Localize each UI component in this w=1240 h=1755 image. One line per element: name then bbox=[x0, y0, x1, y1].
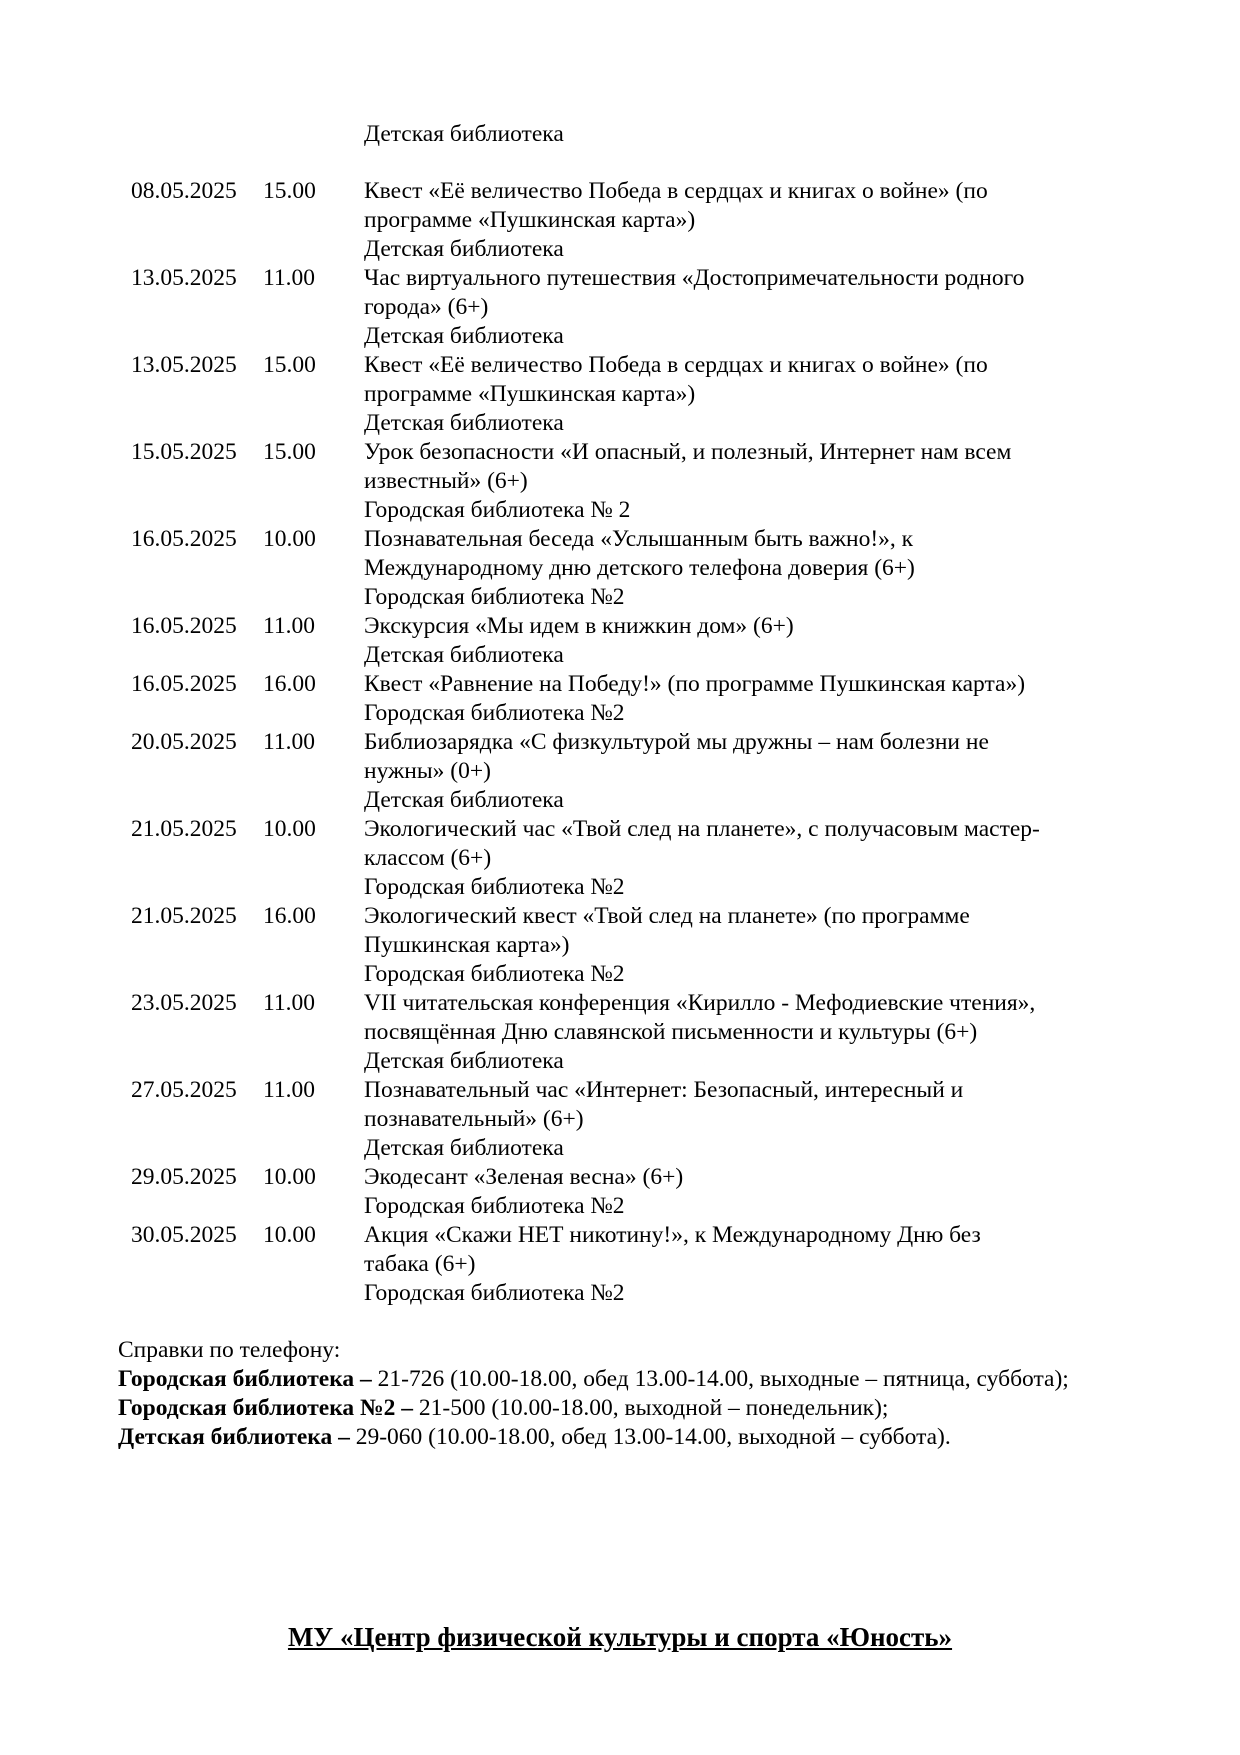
event-date: 21.05.2025 bbox=[131, 816, 237, 842]
contact-name: Городская библиотека – bbox=[118, 1366, 372, 1392]
event-title-line: Акция «Скажи НЕТ никотину!», к Международному Дню без bbox=[364, 1222, 981, 1248]
event-date: 29.05.2025 bbox=[131, 1164, 237, 1190]
event-date: 13.05.2025 bbox=[131, 352, 237, 378]
event-description bbox=[364, 177, 1121, 264]
event-list bbox=[131, 177, 1121, 1308]
event-date: 16.05.2025 bbox=[131, 671, 237, 697]
contact-name: Городская библиотека №2 – bbox=[118, 1395, 414, 1421]
event-venue: Детская библиотека bbox=[364, 1135, 564, 1161]
contact-details: 21-500 (10.00-18.00, выходной – понедельник); bbox=[413, 1395, 889, 1421]
event-date: 16.05.2025 bbox=[131, 526, 237, 552]
contact-details: 21-726 (10.00-18.00, обед 13.00-14.00, выходные – пятница, суббота); bbox=[371, 1366, 1069, 1392]
event-row bbox=[131, 351, 1121, 438]
event-time: 15.00 bbox=[263, 352, 316, 378]
event-title-line: табака (6+) bbox=[364, 1251, 476, 1277]
event-description bbox=[364, 902, 1121, 989]
event-venue: Городская библиотека №2 bbox=[364, 700, 625, 726]
event-row bbox=[131, 438, 1121, 525]
event-title-line: Экологический час «Твой след на планете», с получасовым мастер- bbox=[364, 816, 1040, 842]
event-venue: Детская библиотека bbox=[364, 787, 564, 813]
event-venue: Городская библиотека №2 bbox=[364, 1280, 625, 1306]
event-time: 11.00 bbox=[263, 990, 316, 1016]
event-date: 15.05.2025 bbox=[131, 439, 237, 465]
event-description bbox=[364, 815, 1121, 902]
event-title-line: Квест «Её величество Победа в сердцах и книгах о войне» (по bbox=[364, 352, 988, 378]
event-date: 16.05.2025 bbox=[131, 613, 237, 639]
event-time: 11.00 bbox=[263, 729, 316, 755]
event-time: 16.00 bbox=[263, 903, 316, 929]
event-venue: Городская библиотека №2 bbox=[364, 584, 625, 610]
contact-entry bbox=[118, 1365, 1118, 1394]
event-description bbox=[364, 1163, 1121, 1221]
event-venue: Детская библиотека bbox=[364, 236, 564, 262]
event-title-line: классом (6+) bbox=[364, 845, 492, 871]
event-row bbox=[131, 1163, 1121, 1221]
event-row bbox=[131, 728, 1121, 815]
event-description bbox=[364, 1221, 1121, 1308]
event-title-line: Познавательный час «Интернет: Безопасный, интересный и bbox=[364, 1077, 964, 1103]
event-title-line: Квест «Её величество Победа в сердцах и книгах о войне» (по bbox=[364, 178, 988, 204]
event-row bbox=[131, 815, 1121, 902]
event-title-line: посвящённая Дню славянской письменности и культуры (6+) bbox=[364, 1019, 978, 1045]
event-row bbox=[131, 264, 1121, 351]
event-date: 30.05.2025 bbox=[131, 1222, 237, 1248]
event-date: 23.05.2025 bbox=[131, 990, 237, 1016]
event-time: 16.00 bbox=[263, 671, 316, 697]
event-title-line: Экодесант «Зеленая весна» (6+) bbox=[364, 1164, 684, 1190]
event-time: 10.00 bbox=[263, 1164, 316, 1190]
event-time: 11.00 bbox=[263, 265, 316, 291]
contacts-intro: Справки по телефону: bbox=[118, 1337, 341, 1363]
event-title-line: Пушкинская карта») bbox=[364, 932, 570, 958]
event-time: 15.00 bbox=[263, 439, 316, 465]
event-description bbox=[364, 351, 1121, 438]
event-description bbox=[364, 264, 1121, 351]
event-venue: Детская библиотека bbox=[364, 410, 564, 436]
event-title-line: познавательный» (6+) bbox=[364, 1106, 584, 1132]
event-venue: Детская библиотека bbox=[364, 1048, 564, 1074]
event-title-line: программе «Пушкинская карта») bbox=[364, 381, 696, 407]
event-date: 13.05.2025 bbox=[131, 265, 237, 291]
event-time: 15.00 bbox=[263, 178, 316, 204]
event-date: 08.05.2025 bbox=[131, 178, 237, 204]
event-row bbox=[131, 525, 1121, 612]
event-venue: Детская библиотека bbox=[364, 642, 564, 668]
event-title-line: программе «Пушкинская карта») bbox=[364, 207, 696, 233]
event-date: 20.05.2025 bbox=[131, 729, 237, 755]
event-venue: Городская библиотека № 2 bbox=[364, 497, 631, 523]
event-row bbox=[131, 670, 1121, 728]
event-time: 10.00 bbox=[263, 526, 316, 552]
event-date: 27.05.2025 bbox=[131, 1077, 237, 1103]
event-title-line: города» (6+) bbox=[364, 294, 489, 320]
contact-entry bbox=[118, 1394, 1118, 1423]
event-row bbox=[131, 989, 1121, 1076]
event-time: 10.00 bbox=[263, 816, 316, 842]
event-title-line: Библиозарядка «С физкультурой мы дружны – нам болезни не bbox=[364, 729, 989, 755]
event-title-line: нужны» (0+) bbox=[364, 758, 491, 784]
event-title-line: Познавательная беседа «Услышанным быть важно!», к bbox=[364, 526, 914, 552]
event-description bbox=[364, 1076, 1121, 1163]
event-description bbox=[364, 670, 1121, 728]
event-row bbox=[131, 1221, 1121, 1308]
event-title-line: Экскурсия «Мы идем в книжкин дом» (6+) bbox=[364, 613, 794, 639]
event-row bbox=[131, 1076, 1121, 1163]
event-time: 10.00 bbox=[263, 1222, 316, 1248]
event-description bbox=[364, 728, 1121, 815]
event-date: 21.05.2025 bbox=[131, 903, 237, 929]
contact-entry bbox=[118, 1423, 1118, 1452]
event-description bbox=[364, 612, 1121, 670]
event-description bbox=[364, 525, 1121, 612]
event-time: 11.00 bbox=[263, 1077, 316, 1103]
event-title-line: известный» (6+) bbox=[364, 468, 528, 494]
contact-name: Детская библиотека – bbox=[118, 1424, 350, 1450]
event-title-line: Урок безопасности «И опасный, и полезный, Интернет нам всем bbox=[364, 439, 1012, 465]
event-row bbox=[131, 177, 1121, 264]
contact-details: 29-060 (10.00-18.00, обед 13.00-14.00, выходной – суббота). bbox=[349, 1424, 951, 1450]
event-venue: Городская библиотека №2 bbox=[364, 961, 625, 987]
event-title-line: Экологический квест «Твой след на планете» (по программе bbox=[364, 903, 970, 929]
event-title-line: VII читательская конференция «Кирилло - Мефодиевские чтения», bbox=[364, 990, 1036, 1016]
section-heading: МУ «Центр физической культуры и спорта «Юность» bbox=[287, 1622, 953, 1652]
event-description bbox=[364, 438, 1121, 525]
event-venue: Городская библиотека №2 bbox=[364, 1193, 625, 1219]
contacts-block bbox=[118, 1336, 1118, 1452]
previous-event-venue: Детская библиотека bbox=[364, 121, 564, 147]
event-title-line: Час виртуального путешествия «Достопримечательности родного bbox=[364, 265, 1025, 291]
event-description bbox=[364, 989, 1121, 1076]
event-venue: Детская библиотека bbox=[364, 323, 564, 349]
event-title-line: Международному дню детского телефона доверия (6+) bbox=[364, 555, 915, 581]
event-time: 11.00 bbox=[263, 613, 316, 639]
event-row bbox=[131, 612, 1121, 670]
event-title-line: Квест «Равнение на Победу!» (по программе Пушкинская карта») bbox=[364, 671, 1026, 697]
event-row bbox=[131, 902, 1121, 989]
event-venue: Городская библиотека №2 bbox=[364, 874, 625, 900]
